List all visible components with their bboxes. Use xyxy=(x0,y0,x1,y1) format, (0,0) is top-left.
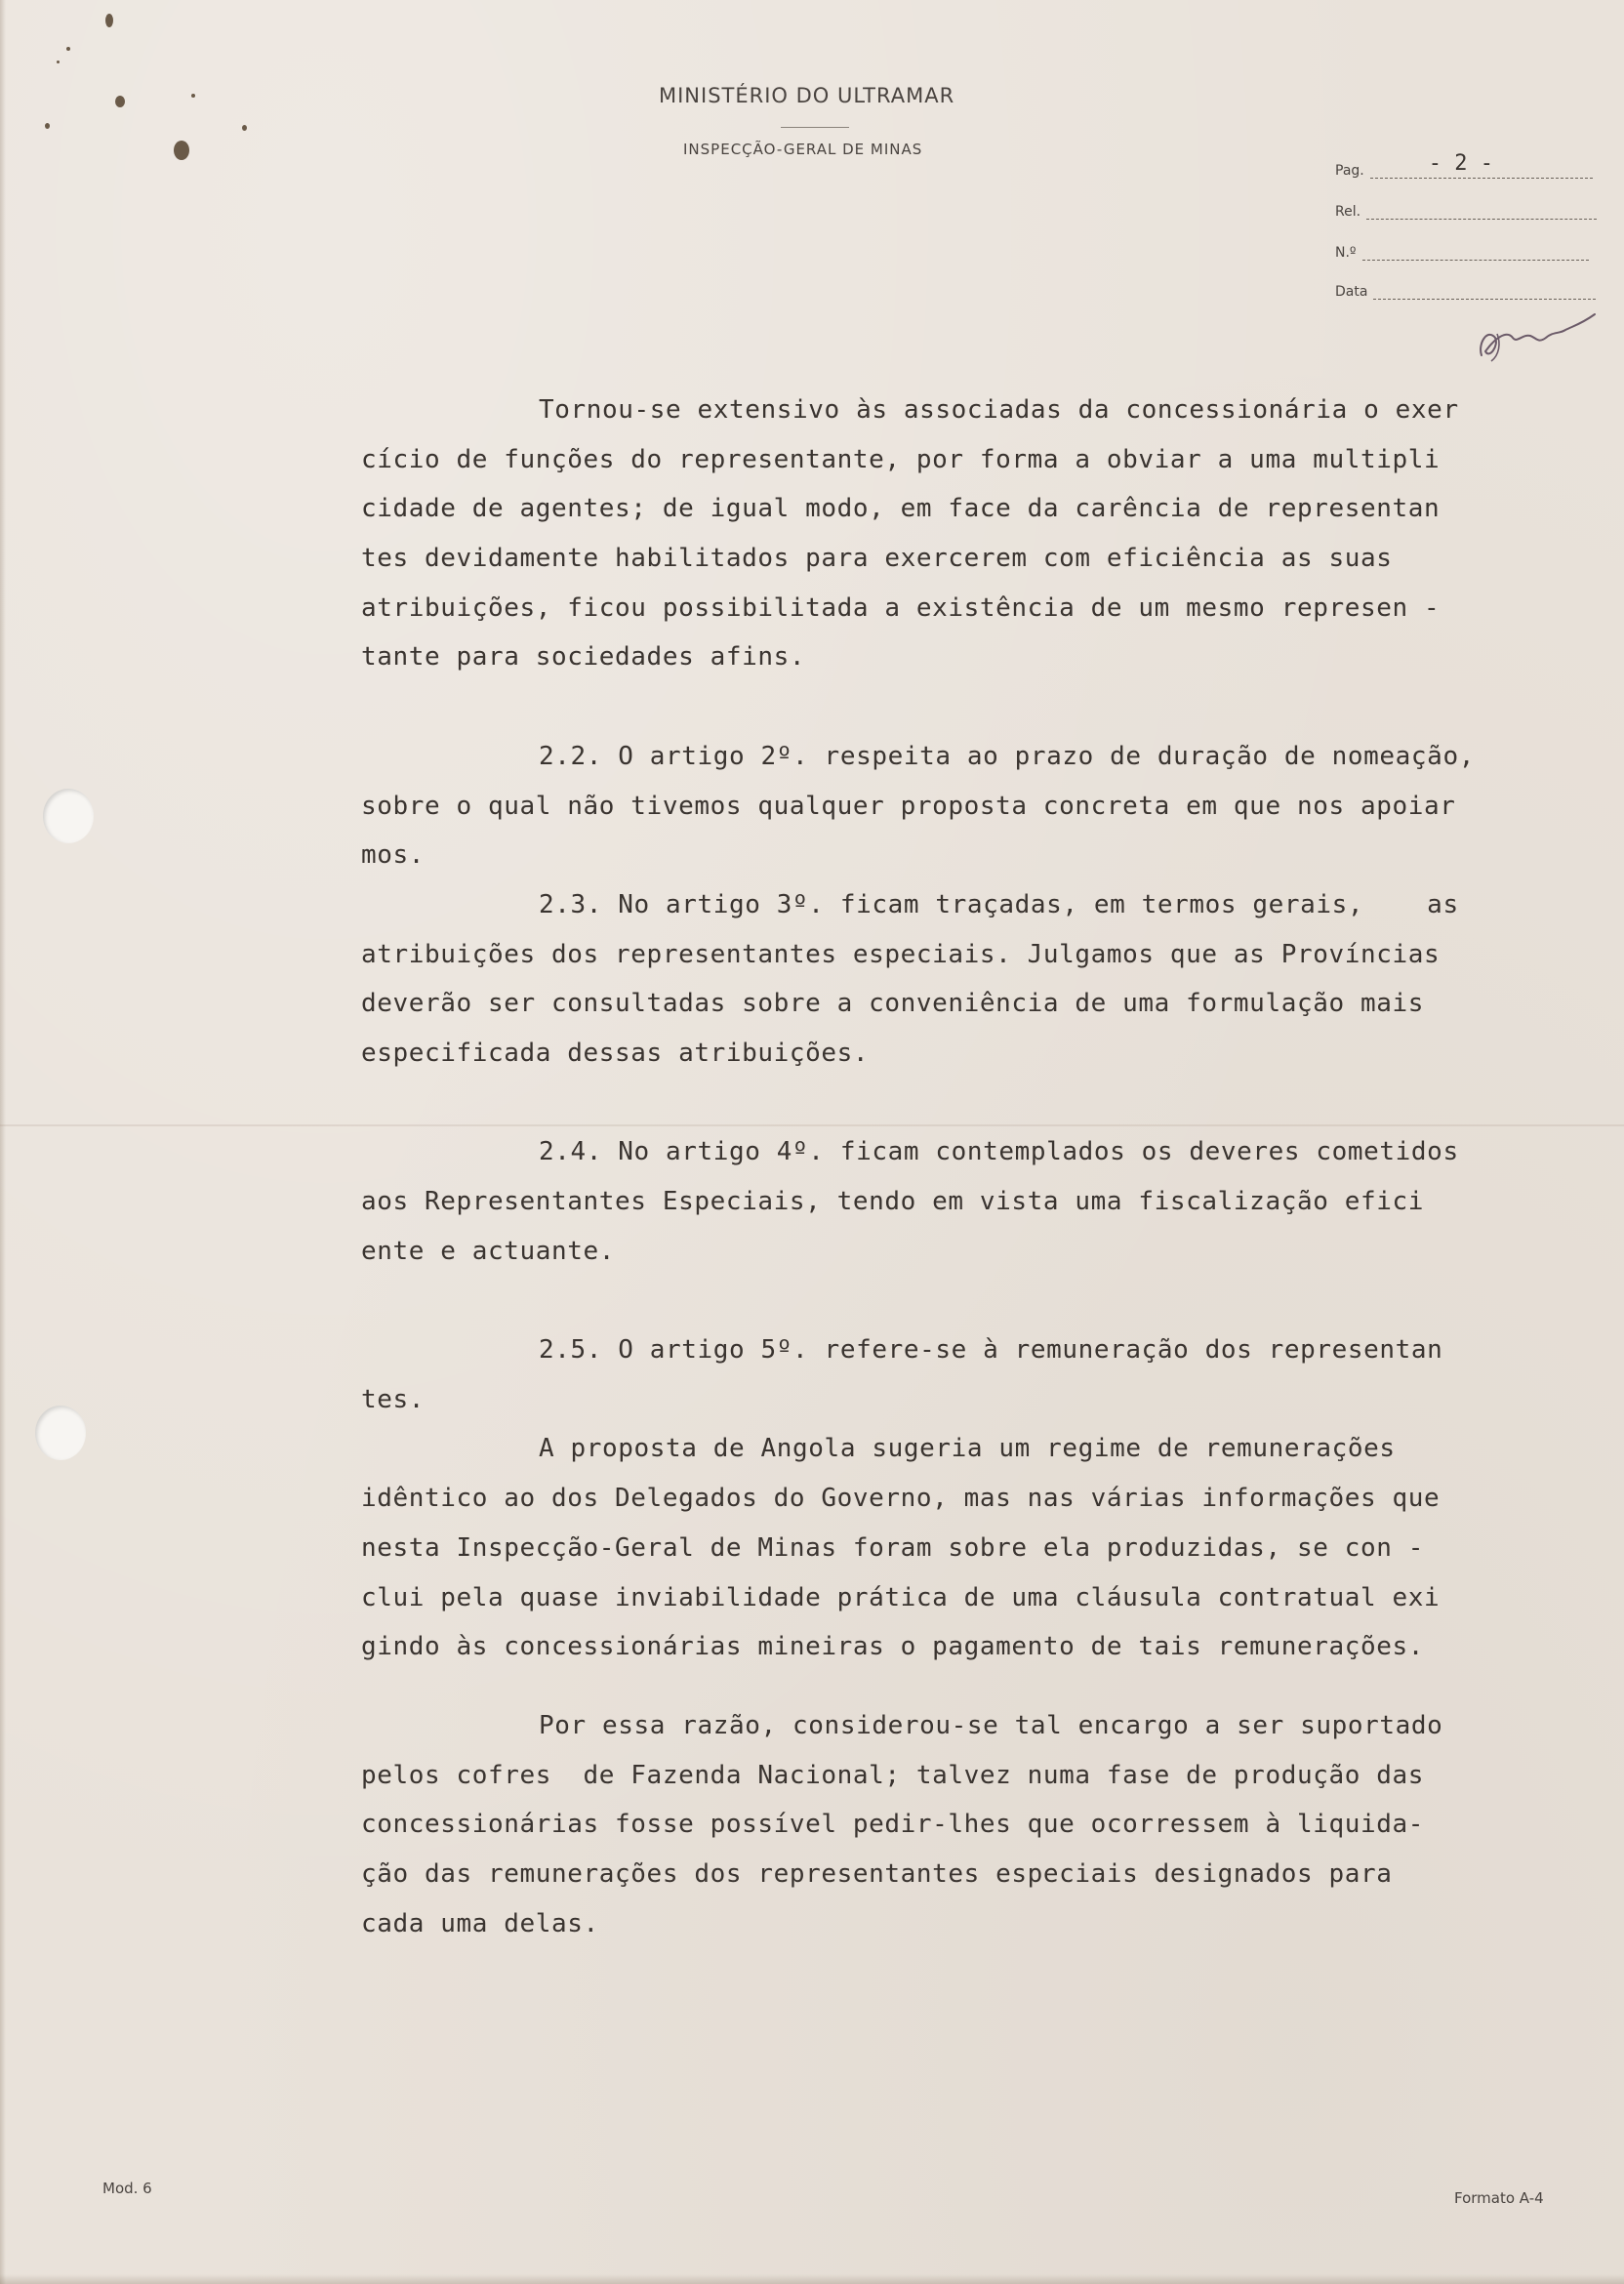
stain-spot xyxy=(174,141,189,160)
punch-hole-top xyxy=(43,789,94,843)
text-line: cada uma delas. xyxy=(361,1908,599,1938)
rel-field xyxy=(1335,203,1597,220)
text-line: 2.2. O artigo 2º. respeita ao prazo de duração de nomeação, xyxy=(539,741,1475,771)
stain-spot xyxy=(115,96,125,107)
model-number-footer: Mod. 6 xyxy=(102,2180,152,2197)
text-line: especificada dessas atribuições. xyxy=(361,1038,870,1068)
text-line: Tornou-se extensivo às associadas da concessionária o exer xyxy=(539,395,1459,425)
stain-spot xyxy=(66,47,70,51)
page-edge-bottom xyxy=(0,2274,1624,2284)
text-line: tes devidamente habilitados para exercerem com eficiência as suas xyxy=(361,544,1393,574)
paragraph-gap xyxy=(361,1079,1562,1128)
paragraph-gap xyxy=(361,1672,1562,1701)
stain-spot xyxy=(105,14,113,27)
pag-label: Pag. xyxy=(1335,163,1364,179)
text-line: mos. xyxy=(361,840,426,871)
rel-line xyxy=(1366,203,1597,220)
text-line: nesta Inspecção-Geral de Minas foram sobre ela produzidas, se con - xyxy=(361,1532,1424,1563)
text-line: pelos cofres de Fazenda Nacional; talvez numa fase de produção das xyxy=(361,1760,1424,1790)
text-line: 2.3. No artigo 3º. ficam traçadas, em termos gerais, as xyxy=(539,889,1459,919)
number-field xyxy=(1335,244,1589,261)
punch-hole-bottom xyxy=(35,1406,86,1460)
date-field xyxy=(1335,283,1596,300)
paper-format-footer: Formato A-4 xyxy=(1454,2189,1544,2207)
stain-spot xyxy=(191,94,195,98)
text-line: tante para sociedades afins. xyxy=(361,642,806,673)
stain-spot xyxy=(242,125,247,131)
text-line: 2.4. No artigo 4º. ficam contemplados os deveres cometidos xyxy=(539,1137,1459,1167)
paragraph-gap xyxy=(361,1276,1562,1326)
text-line: A proposta de Angola sugeria um regime de remunerações xyxy=(539,1434,1396,1464)
text-line: clui pela quase inviabilidade prática de uma cláusula contratual exi xyxy=(361,1582,1441,1612)
page-edge-left xyxy=(0,0,6,2284)
handwritten-signature xyxy=(1474,308,1601,367)
date-line xyxy=(1373,283,1596,300)
stain-spot xyxy=(57,61,60,63)
text-line: tes. xyxy=(361,1384,426,1414)
number-label: N.º xyxy=(1335,245,1357,261)
text-line: concessionárias fosse possível pedir-lhes que ocorressem à liquida- xyxy=(361,1810,1424,1840)
text-line: atribuições, ficou possibilitada a existência de um mesmo represen - xyxy=(361,592,1441,623)
text-line: ção das remunerações dos representantes especiais designados para xyxy=(361,1858,1393,1889)
text-line: aos Representantes Especiais, tendo em vista uma fiscalização efici xyxy=(361,1187,1424,1216)
pag-field xyxy=(1335,151,1593,179)
text-line: Por essa razão, considerou-se tal encargo a ser suportado xyxy=(539,1710,1443,1740)
inspection-subheading: INSPECÇÃO-GERAL DE MINAS xyxy=(683,141,923,158)
pag-value: - 2 - xyxy=(1428,151,1493,176)
text-line: atribuições dos representantes especiais. Julgamos que as Províncias xyxy=(361,939,1441,969)
date-label: Data xyxy=(1335,284,1368,300)
stain-spot xyxy=(45,123,50,129)
ministry-heading: MINISTÉRIO DO ULTRAMAR xyxy=(659,84,955,107)
text-line: 2.5. O artigo 5º. refere-se à remuneração dos representan xyxy=(539,1335,1443,1366)
text-line: cício de funções do representante, por forma a obviar a uma multipli xyxy=(361,444,1441,474)
text-line: idêntico ao dos Delegados do Governo, mas nas várias informações que xyxy=(361,1484,1441,1514)
text-line: sobre o qual não tivemos qualquer proposta concreta em que nos apoiar xyxy=(361,791,1456,821)
document-body xyxy=(361,386,1562,1948)
number-line xyxy=(1362,244,1589,261)
text-line: deverão ser consultadas sobre a conveniência de uma formulação mais xyxy=(361,989,1424,1019)
rel-label: Rel. xyxy=(1335,204,1361,220)
paragraph-gap xyxy=(361,682,1562,732)
header-divider xyxy=(781,127,849,128)
text-line: ente e actuante. xyxy=(361,1236,616,1266)
text-line: cidade de agentes; de igual modo, em face da carência de representan xyxy=(361,494,1441,524)
text-line: gindo às concessionárias mineiras o pagamento de tais remunerações. xyxy=(361,1632,1424,1662)
pag-line xyxy=(1370,151,1593,179)
